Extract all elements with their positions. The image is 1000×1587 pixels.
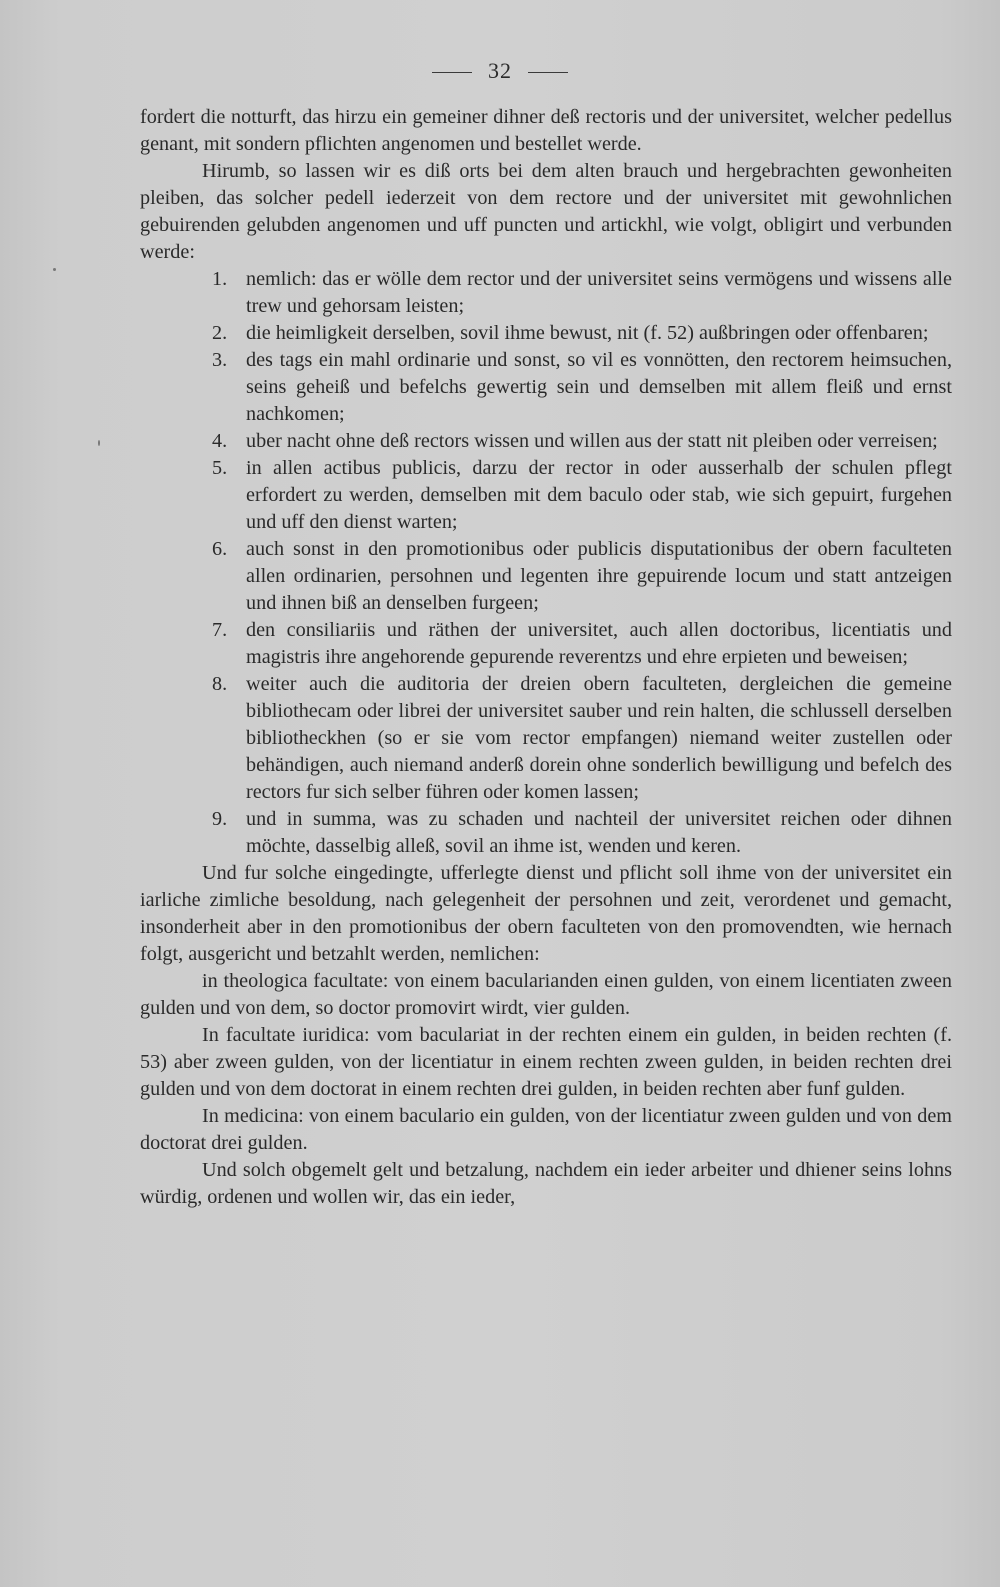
item-text: weiter auch die auditoria der dreien obern faculteten, dergleichen die gemeine bibliothecam oder librei der universitet sauber und rein halten, die schlussell derselben bibliotheckhen (so er sie vom rector empfangen) niemand weiter zustellen oder behändigen, auch niemand anderß dorein ohne sonderlich bewilligung und befelch des rectors fur sich selber führen oder komen lassen; bbox=[246, 673, 952, 803]
item-number: 5. bbox=[212, 457, 228, 479]
list-item bbox=[140, 806, 952, 860]
scan-speck bbox=[98, 440, 100, 446]
closing-paragraph: Und solch obgemelt gelt und betzalung, nachdem ein ieder arbeiter und dhiener seins lohns würdig, ordenen und wollen wir, das ein ieder, bbox=[140, 1159, 952, 1208]
item-text: den consiliariis und räthen der universitet, auch allen doctoribus, licentiatis und magistris ihre angehorende gepurende reverentzs und ehre erpieten und beweisen; bbox=[246, 619, 952, 668]
payment-paragraph: Und fur solche eingedingte, ufferlegte dienst und pflicht soll ihme von der universitet ein iarliche zimliche besoldung, nach gelegenheit der persohnen und zeit, verordenet und gemacht, insonderheit aber in den promotionibus der obern faculteten von den promovendten, wie hernach folgt, ausgericht und betzahlt werden, nemlichen: bbox=[140, 862, 952, 965]
intro-paragraph: Hirumb, so lassen wir es diß orts bei dem alten brauch und hergebrachten gewonheiten pleiben, das solcher pedell iederzeit von dem rectore und der universitet mit gewohnlichen gebuirenden gelubden angenomen und uff puncten und artickhl, wie volgt, obligirt und verbunden werde: bbox=[140, 160, 952, 263]
law-paragraph: In facultate iuridica: vom baculariat in der rechten einem ein gulden, in beiden rechten (f. 53) aber zween gulden, von der licentiatur in einem rechten zween gulden, in beiden rechten drei gulden und von dem doctorat in einem rechten drei gulden, in beiden rechten aber funf gulden. bbox=[140, 1024, 952, 1100]
opening-paragraph: fordert die notturft, das hirzu ein gemeiner dihner deß rectoris und der universitet, welcher pedellus genant, mit sondern pflichten angenomen und bestellet werde. bbox=[140, 106, 952, 155]
item-number: 4. bbox=[212, 430, 228, 452]
page-number: 32 bbox=[488, 58, 512, 83]
item-number: 6. bbox=[212, 538, 228, 560]
list-item bbox=[140, 347, 952, 428]
item-number: 3. bbox=[212, 349, 228, 371]
list-item bbox=[140, 320, 952, 347]
medicine-paragraph: In medicina: von einem baculario ein gulden, von der licentiatur zween gulden und von dem doctorat drei gulden. bbox=[140, 1105, 952, 1154]
item-number: 9. bbox=[212, 808, 228, 830]
item-text: die heimligkeit derselben, sovil ihme bewust, nit (f. 52) außbringen oder offenbaren; bbox=[246, 322, 929, 344]
page-header bbox=[0, 58, 1000, 84]
item-number: 1. bbox=[212, 268, 228, 290]
item-text: uber nacht ohne deß rectors wissen und willen aus der statt nit pleiben oder verreisen; bbox=[246, 430, 938, 452]
item-number: 7. bbox=[212, 619, 228, 641]
duty-list bbox=[140, 266, 952, 860]
list-item bbox=[140, 266, 952, 320]
item-number: 8. bbox=[212, 673, 228, 695]
header-rule-left bbox=[432, 72, 472, 73]
item-text: und in summa, was zu schaden und nachteil der universitet reichen oder dihnen möchte, dasselbig alleß, sovil an ihme ist, wenden und keren. bbox=[246, 808, 952, 857]
item-text: nemlich: das er wölle dem rector und der universitet seins vermögens und wissens alle trew und gehorsam leisten; bbox=[246, 268, 952, 317]
list-item bbox=[140, 536, 952, 617]
item-text: des tags ein mahl ordinarie und sonst, so vil es vonnötten, den rectorem heimsuchen, seins geheiß und befelchs gewertig sein und demselben mit allem fleiß und ernst nachkomen; bbox=[246, 349, 952, 425]
header-rule-right bbox=[528, 72, 568, 73]
body-text bbox=[140, 104, 952, 1211]
list-item bbox=[140, 617, 952, 671]
item-number: 2. bbox=[212, 322, 228, 344]
item-text: in allen actibus publicis, darzu der rector in oder ausserhalb der schulen pflegt erfordert zu werden, demselben mit dem baculo oder stab, wie sich gepuirt, furgehen und uff den dienst warten; bbox=[246, 457, 952, 533]
theology-paragraph: in theologica facultate: von einem bacularianden einen gulden, von einem licentiaten zween gulden und von dem, so doctor promovirt wirdt, vier gulden. bbox=[140, 970, 952, 1019]
list-item bbox=[140, 455, 952, 536]
list-item bbox=[140, 671, 952, 806]
scan-speck bbox=[53, 268, 56, 271]
item-text: auch sonst in den promotionibus oder publicis disputationibus der obern faculteten allen ordinarien, persohnen und legenten ihre gepuirende locum und statt antzeigen und ihnen biß an denselben furgeen; bbox=[246, 538, 952, 614]
list-item bbox=[140, 428, 952, 455]
